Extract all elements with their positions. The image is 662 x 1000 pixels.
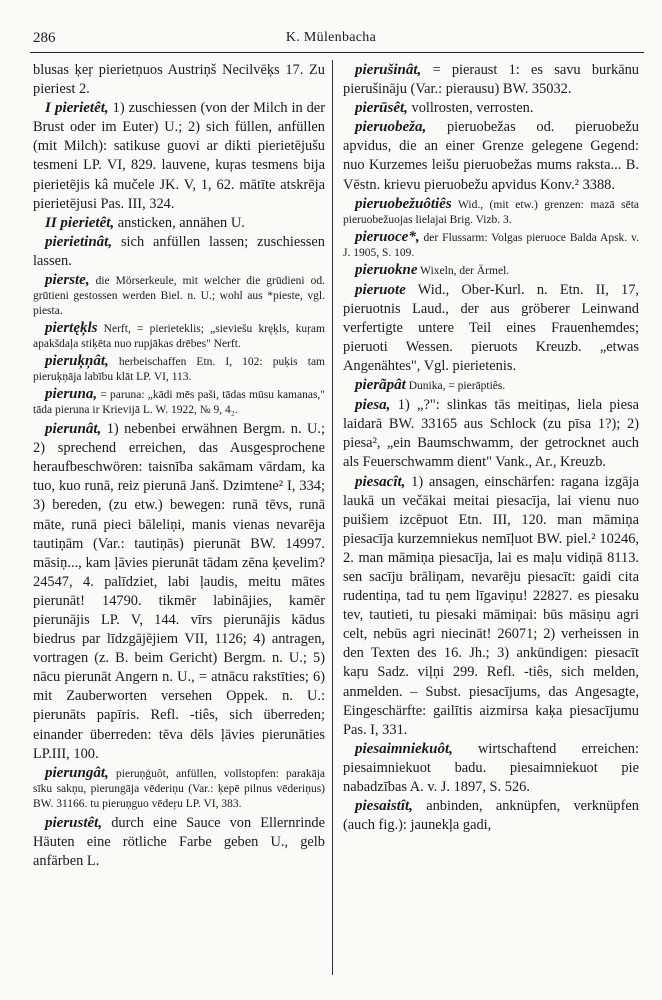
entry-headword: pieruoce*,: [355, 228, 420, 245]
entry-text: herbeischaffen Etn. I, 102: puķis tam pieruķņāja labību klāt LP. VI, 113.: [33, 356, 325, 384]
dictionary-entry: [343, 61, 639, 99]
entry-text: 1) „?": slinkas tās meitiņas, liela piesa laidarā BW. 33165 aus Schlock (zu pīsa 1?); 2) piesa², „ein Baumschwamm, der getrocknet auch als Feuerschwamm dient" Vank., Ar., Kreuzb.: [343, 397, 639, 471]
entry-headword: piesa,: [355, 397, 391, 414]
entry-text: = pieraust 1: es savu burkānu pierušināju (Var.: pierausu) BW. 35032.: [343, 62, 639, 98]
entry-headword: pieruobežuôtiês: [355, 195, 452, 212]
entry-text: 1) zuschiessen (von der Milch in der Brust oder im Euter) U.; 2) sich füllen, anfüllen (mit Milch): satikuse guovi ar dikti pierietējušu tesmeni LP. VI, 829. lauvene, kuŗas tesmens bija pierietējis kâ mučele JK. V, 1, 62. mātīte atskrēja pierietējusi Pas. III, 324.: [33, 100, 325, 212]
dictionary-entry: [343, 473, 639, 740]
entry-text: vollrosten, verrosten.: [407, 100, 534, 117]
column-divider: [332, 60, 333, 975]
running-head: K. Mülenbacha: [285, 30, 377, 45]
entry-text: Nerft, = pierieteklis; „sieviešu kręķls, kuŗam apakšdaļa stiķēta nuo rupjākas drēbes" Nerft.: [33, 323, 325, 351]
entry-headword: pierustêt,: [45, 814, 103, 831]
entry-headword: pieruobeža,: [355, 119, 427, 136]
entry-headword: II pierietêt,: [45, 214, 115, 231]
entry-headword: piesacît,: [355, 473, 406, 490]
dictionary-entry: [343, 378, 639, 394]
entry-headword: piesaimniekuôt,: [355, 740, 453, 757]
header-rule: [30, 52, 644, 53]
entry-text: durch eine Sauce von Ellernrinde Häuten eine rötliche Farbe geben U., gelb anfärben L.: [33, 814, 325, 869]
entry-headword: pieruna,: [45, 386, 98, 403]
entry-text: 1) nebenbei erwähnen Bergm. n. U.; 2) sprechend erreichen, das Ausgesprochene heraufbeschwören: taisnība sakāmam vārdam, ka tuo, kuo runā, reiz pierunā Janš. Dzimtene² I, 334; 3) bereden, (zu etw.) bewegen: runā tēvs, runā māte, runā pieci bāleliņi, manis vienas nevarēja tautiņām (Var.: tautiņās) pierunāt BW. 14997. māsiņ..., kam ļāvies pierunāt tādam zēna ķevelim? 24547, 4. palīdziet, labi ļaudis, meitu mātes pierunāt! 14790. tikmēr labinājies, kamēr pierunājis LP. V, 144. vīrs pierunājis kādus biedrus par līdzgājējiem VII, 1126; 4) antragen, vortragen (z. B. beim Gericht) Bergm. n. U.; 5) nācu pierunāt Angern n. U., = atnācu rakstīties; 6) mit Zauberworten versehen Oppek. n. U.: pierunāts papīris. Refl. -tiês, sich überreden; einander überreden: tēva dēls ļāvies pierunāties LP.III, 100.: [33, 421, 325, 762]
entry-text: blusas ķeŗ pierietņuos Austriņš Necilvēķs 17. Zu pieriest 2.: [33, 62, 325, 98]
dictionary-entry: [343, 281, 639, 376]
entry-text: pieruņġuôt, anfüllen, vollstopfen: parakāja sīku sakņu, pierungāja vēderiņu (Var.: ķepē pilnus vēderiņus) BW. 31166. tu pieruņguo vēdeŗu LP. VI, 383.: [33, 767, 325, 810]
dictionary-entry: [343, 118, 639, 194]
dictionary-entry: [343, 797, 639, 835]
dictionary-entry: [33, 354, 325, 385]
dictionary-entry: [33, 214, 325, 233]
entry-text: der Flussarm: Volgas pieruoce Balda Apsk. v. J. 1905, S. 109.: [343, 231, 639, 259]
entry-headword: pierungât,: [45, 764, 109, 781]
left-column: [33, 61, 325, 871]
entry-headword: I pierietêt,: [45, 100, 109, 117]
entry-text: 1) ansagen, einschärfen: ragana izgāja laukā un večākai meitai piesacīja, lai vienu nuo puišiem izcēpuot Etn. III, 120. man māmiņa piesacīja kurzemniekus nemīļuot BW. piel.² 10246, 2. man māmiņa piesacīja, lai es maļu vidiņā 8113. sen sacīju brāliņam, nevarēju piesacīt: gaidi cita rudentiņa, tad tu ņem līgaviņu! 22827. es piesaku tev, tautieti, tu piesaki māmiņai: būs māsiņu agri celt, nebūs agri niecināt! 26071; 2) verheissen in den Texten des 16. Jh.; 3) ankündigen: piesacīt kaŗu Sadz. viļņi 299. Refl. -tiês, sich melden, anmelden. – Subst. piesacījums, das Angesagte, Eingeschärfte: gailītis aizmirsa kaķa piesacījumu Pas. I, 331.: [343, 473, 639, 738]
entry-text: wirtschaftend erreichen: piesaimniekuot badu. piesaimniekuot pie nabadzības A. v. J. 1897, S. 526.: [343, 740, 639, 795]
dictionary-entry: [343, 230, 639, 261]
entry-text: Wid., (mit etw.) grenzen: mazā sēta pieruobežuojas lielajai Brig. Vizb. 3.: [343, 198, 639, 226]
entry-text: Wid., Ober-Kurl. n. Etn. II, 17, pieruotnis Laud., der aus gröberer Leinwand verfertigte untere Teil eines Frauenhemdes; pieruoti Wessen. pieruots Kreuzb. „etwas Angenähtes", Vgl. pierietenis.: [343, 281, 639, 375]
entry-headword: pierãpât: [355, 377, 406, 394]
dictionary-entry: [343, 396, 639, 472]
entry-text: Dunika, = pierāptiês.: [405, 380, 506, 393]
entry-headword: piesaistît,: [355, 798, 413, 815]
page-number: 286: [33, 30, 56, 46]
entry-headword: pieruķņât,: [45, 353, 109, 370]
entry-headword: pierste,: [45, 272, 90, 289]
dictionary-entry: [33, 273, 325, 319]
dictionary-entry: [343, 197, 639, 228]
entry-text: die Mörserkeule, mit welcher die grūdieni od. grūtieni gestossen werden Biel. n. U.; wohl aus *pieste, vgl. piesta.: [33, 275, 325, 318]
entry-text: pieruobežas od. pieruobežu apvidus, die an einer Grenze gelegene Gegend: nuo Kurzemes leišu pieruobežas mums raksta... B. Vēstn. krievu pieruobežu apvidus Konv.² 3388.: [343, 119, 639, 193]
entry-headword: pierunât,: [45, 421, 102, 438]
dictionary-entry: [33, 233, 325, 271]
dictionary-entry: [343, 740, 639, 797]
dictionary-entry: [343, 263, 639, 279]
entry-headword: pieruokne: [355, 261, 418, 278]
dictionary-entry: [33, 420, 325, 764]
dictionary-entry: [33, 387, 325, 418]
dictionary-entry: [33, 321, 325, 352]
right-column: [343, 61, 639, 835]
entry-text: Wixeln, der Ärmel.: [417, 264, 510, 277]
page-header: [0, 30, 662, 52]
dictionary-entry: [343, 99, 639, 118]
entry-text: ansticken, annähen U.: [114, 214, 245, 231]
entry-headword: pierūsêt,: [355, 100, 408, 117]
entry-headword: pierietinât,: [45, 233, 113, 250]
entry-headword: pieruote: [355, 281, 406, 298]
entry-text: anbinden, anknüpfen, verknüpfen (auch fig.): jaunekļa gadi,: [343, 798, 639, 834]
dictionary-entry: [33, 766, 325, 812]
entry-headword: pierušinât,: [355, 62, 422, 78]
dictionary-entry: [33, 814, 325, 871]
entry-text: sich anfüllen lassen; zuschiessen lassen.: [33, 233, 325, 269]
dictionary-entry: [33, 99, 325, 214]
entry-text: = paruna: „kādi mēs paši, tādas mūsu kamanas," tāda pieruna ir Krievijā L. W. 1922, № 9, 4₂.: [33, 389, 325, 417]
dictionary-entry: [33, 61, 325, 99]
entry-headword: piertęķls: [45, 320, 98, 337]
